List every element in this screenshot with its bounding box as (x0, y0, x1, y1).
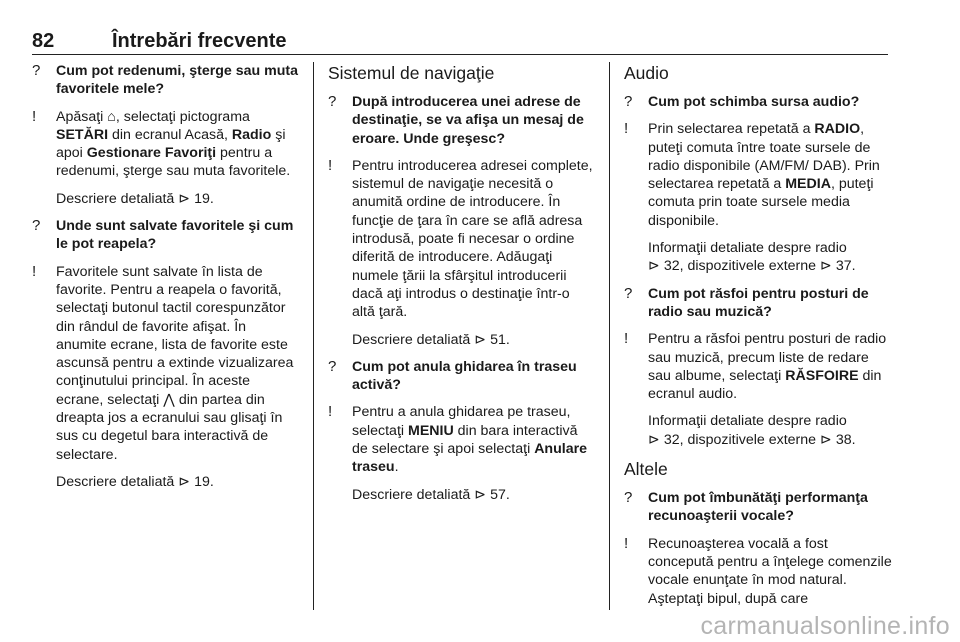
answer-text: . (394, 459, 399, 476)
reference-page: 57. (486, 486, 510, 503)
question-text: După introducerea unei adrese de destinaţie, se va afişa un mesaj de eroare. Unde greşesc? (352, 94, 584, 147)
answer-text: din ecranul audio. (648, 367, 882, 403)
reference-2 (32, 473, 300, 491)
reference-page: 38. (831, 431, 856, 448)
reference-icon: ⊳ (178, 190, 191, 207)
question-text: Cum pot îmbunătăţi performanţa recunoaşterii vocale? (648, 490, 868, 525)
reference-1 (32, 190, 300, 208)
answer-5 (624, 120, 892, 230)
question-icon: ? (328, 357, 337, 375)
answer-text: Favoritele sunt salvate în lista de favorite. Pentru a reapela o favorită, selectaţi butonul tactil corespunzător din rândul de favorite afişat. În anumite ecrane, lista de favorite este ascunsă pentru a extinde vizualizarea conţinutului principal. În aceste ecrane, selectaţi (56, 263, 294, 408)
question-icon: ? (624, 284, 633, 302)
answer-text: pentru a redenumi, şterge sau muta favoritele. (56, 145, 291, 180)
answer-icon: ! (624, 120, 629, 138)
page-title: Întrebări frecvente (112, 30, 287, 52)
home-icon: ⌂ (107, 108, 116, 125)
question-icon: ? (624, 93, 633, 110)
reference-label: Informaţii detaliate despre radio (648, 413, 847, 430)
reference-icon: ⊳ (178, 473, 191, 490)
chevron-up-icon: ⋀ (163, 391, 175, 408)
answer-1 (32, 108, 300, 181)
section-title-navigation: Sistemul de navigaţie (328, 63, 495, 83)
reference-label: Descriere detaliată (56, 190, 179, 207)
reference-icon: ⊳ (474, 331, 487, 348)
column-1 (32, 62, 300, 500)
question-6 (624, 285, 892, 322)
settings-label: SETĂRI (56, 126, 109, 143)
reference-page: 32, dispozitivele externe (659, 431, 820, 448)
answer-4 (328, 403, 596, 476)
reference-icon: ⊳ (820, 431, 832, 448)
reference-label: Descriere detaliată (352, 331, 475, 348)
radio-label: RADIO (814, 121, 861, 138)
answer-7 (624, 535, 892, 608)
reference-6 (624, 412, 892, 449)
question-icon: ? (32, 62, 41, 79)
answer-2 (32, 263, 300, 464)
reference-icon: ⊳ (648, 258, 660, 275)
question-icon: ? (624, 489, 633, 507)
question-text: Cum pot redenumi, şterge sau muta favoritele mele? (56, 63, 299, 98)
browse-label: RĂSFOIRE (785, 367, 859, 384)
question-icon: ? (32, 217, 41, 235)
column-2 (328, 62, 596, 513)
section-title-audio: Audio (624, 63, 669, 83)
question-text: Cum pot schimba sursa audio? (648, 94, 860, 110)
header-rule (32, 54, 888, 55)
question-text: Cum pot răsfoi pentru posturi de radio sau muzică? (648, 285, 869, 320)
question-1 (32, 62, 300, 99)
answer-text: Apăsaţi (56, 108, 108, 125)
column-3 (624, 62, 892, 617)
column-divider-1 (313, 62, 314, 610)
reference-3 (328, 331, 596, 349)
answer-text: Pentru a răsfoi pentru posturi de radio sau muzică, precum liste de redare sau albume, selectaţi (648, 331, 887, 384)
reference-label: Informaţii detaliate despre radio (648, 240, 847, 257)
page-number: 82 (32, 30, 55, 52)
cancel-route-label: Anulare traseu (352, 441, 588, 476)
reference-page: 19. (190, 190, 214, 207)
reference-label: Descriere detaliată (352, 486, 475, 503)
answer-text: din ecranul Acasă, (108, 126, 232, 143)
reference-page: 37. (831, 258, 856, 275)
page-header (32, 30, 888, 52)
answer-icon: ! (624, 330, 629, 348)
reference-page: 32, dispozitivele externe (659, 258, 820, 275)
reference-icon: ⊳ (820, 258, 832, 275)
column-divider-2 (609, 62, 610, 610)
question-text: Unde sunt salvate favoritele şi cum le pot reapela? (56, 218, 294, 253)
section-title-other: Altele (624, 459, 668, 480)
answer-text: , selectaţi pictograma (115, 108, 250, 125)
reference-icon: ⊳ (648, 431, 660, 448)
answer-text: din partea din dreapta jos a ecranului sau glisaţi în sus cu degetul bara interactivă de selectare. (56, 391, 283, 463)
answer-icon: ! (328, 403, 333, 421)
question-4 (328, 358, 596, 395)
menu-label: MENIU (408, 422, 454, 439)
answer-text: Pentru introducerea adresei complete, sistemul de navigaţie necesită o anumită ordine de introducere. În funcţie de ţara în care se află adresa introdusă, poate fi necesar o ordine diferită de introducere. Adăugaţi numele ţării la sfârşitul introducerii dacă aţi introdus o destinaţie într-o altă ţară. (352, 157, 593, 321)
answer-icon: ! (328, 156, 333, 174)
answer-text: din bara interactivă de selectare şi apoi selectaţi (352, 422, 578, 458)
answer-icon: ! (624, 534, 629, 552)
question-icon: ? (328, 93, 337, 110)
question-5 (624, 93, 892, 111)
answer-text: Prin selectarea repetată a (648, 121, 815, 138)
answer-text: , puteţi comuta prin toate sursele media disponibile. (648, 176, 874, 229)
reference-5 (624, 239, 892, 276)
question-text: Cum pot anula ghidarea în traseu activă? (352, 358, 577, 394)
answer-icon: ! (32, 107, 37, 125)
question-2 (32, 217, 300, 254)
question-3 (328, 93, 596, 148)
reference-label: Descriere detaliată (56, 473, 179, 490)
radio-label: Radio (231, 126, 272, 143)
reference-page: 51. (486, 331, 510, 348)
reference-page: 19. (190, 473, 214, 490)
answer-icon: ! (32, 262, 37, 280)
reference-icon: ⊳ (474, 486, 487, 503)
answer-text: şi apoi (56, 126, 286, 162)
answer-text: Recunoaşterea vocală a fost concepută pentru a înţelege comenzile vocale enunţate în mod natural. Aşteptaţi bipul, după care (648, 535, 892, 607)
media-label: MEDIA (785, 176, 831, 193)
answer-3 (328, 157, 596, 322)
answer-6 (624, 330, 892, 403)
answer-text: , puteţi comuta între toate sursele de radio disponibile (AM/FM/ DAB). Prin selectarea repetată a (648, 121, 880, 193)
answer-text: Pentru a anula ghidarea pe traseu, selectaţi (352, 404, 571, 439)
manage-favourites-label: Gestionare Favoriţi (86, 145, 217, 162)
question-7 (624, 489, 892, 526)
watermark: carmanualsonline.info (700, 612, 950, 640)
reference-4 (328, 486, 596, 504)
